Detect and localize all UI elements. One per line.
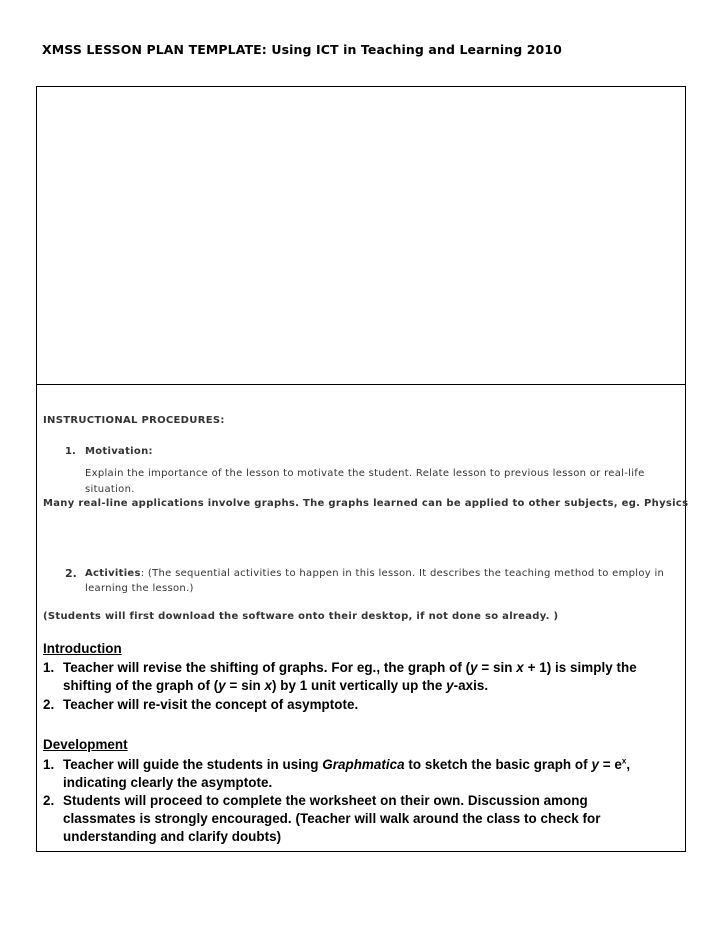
dev-item2-line1: Students will proceed to complete the worksheet on their own. Discussion among — [63, 793, 588, 808]
instructional-procedures-heading: INSTRUCTIONAL PROCEDURES: — [43, 415, 225, 426]
graphmatica-app-name: Graphmatica — [322, 757, 405, 772]
dev-item2-line2: classmates is strongly encouraged. (Teacher will walk around the class to check for — [63, 811, 601, 826]
development-heading: Development — [43, 737, 128, 752]
activities-description-line2: learning the lesson.) — [85, 583, 194, 594]
dev-item1-number: 1. — [43, 757, 55, 772]
dev-item2-number: 2. — [43, 793, 55, 808]
table-divider — [37, 384, 685, 385]
motivation-note: Many real-line applications involve graphs. The graphs learned can be applied to other subjects, eg. Physics — [43, 498, 689, 509]
intro-item2-number: 2. — [43, 697, 55, 712]
activities-number: 2. — [65, 567, 77, 580]
motivation-description-line2: situation. — [85, 484, 135, 495]
activities-line1 — [85, 568, 664, 579]
motivation-label: Motivation: — [85, 446, 153, 457]
intro-item1-line1: Teacher will revise the shifting of graphs. For eg., the graph of (y = sin x + 1) is simply the — [63, 660, 637, 675]
dev-item1-line2: indicating clearly the asymptote. — [63, 775, 273, 790]
motivation-number: 1. — [65, 446, 76, 457]
activities-label: Activities — [85, 568, 141, 579]
activities-note: (Students will first download the software onto their desktop, if not done so already. ) — [43, 611, 559, 622]
document-title: XMSS LESSON PLAN TEMPLATE: Using ICT in Teaching and Learning 2010 — [42, 42, 562, 57]
intro-item1-number: 1. — [43, 660, 55, 675]
lesson-plan-table — [36, 86, 689, 852]
activities-description-line1: : (The sequential activities to happen in this lesson. It describes the teaching method to employ in — [140, 568, 665, 579]
introduction-heading: Introduction — [43, 641, 122, 656]
intro-item2-text: Teacher will re-visit the concept of asymptote. — [63, 697, 359, 712]
dev-item1-line1: Teacher will guide the students in using Graphmatica to sketch the basic graph of $y = e^x$, — [63, 756, 631, 772]
motivation-description-line1: Explain the importance of the lesson to motivate the student. Relate lesson to previous lesson or real-life — [85, 468, 645, 479]
intro-item1-line2: shifting of the graph of (y = sin x) by 1 unit vertically up the y-axis. — [63, 678, 489, 693]
dev-item2-line3: understanding and clarify doubts) — [63, 829, 282, 844]
